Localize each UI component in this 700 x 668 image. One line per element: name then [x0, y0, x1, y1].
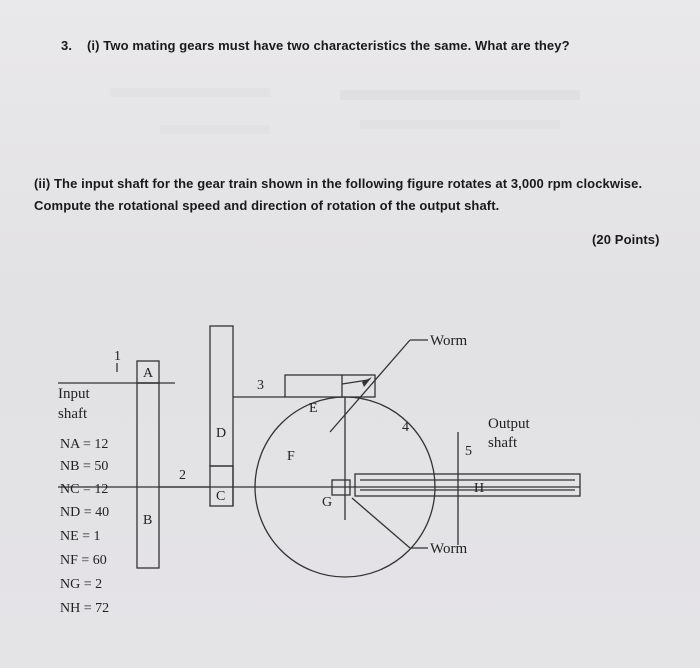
- teeth-count-list: [60, 437, 109, 616]
- gear-a-label: A: [143, 366, 154, 381]
- gear-e-label: E: [309, 401, 318, 416]
- teeth-count-item: NH = 72: [60, 601, 110, 616]
- gear-f-label: F: [287, 449, 295, 464]
- shaft-2-label: 2: [179, 468, 186, 483]
- input-label-2: shaft: [58, 406, 88, 422]
- question-part-i-text: (i) Two mating gears must have two characteristics the same. What are they?: [87, 38, 570, 53]
- shaft-5-label: 5: [465, 444, 472, 459]
- teeth-count-item: NF = 60: [60, 553, 107, 568]
- worm-bottom-leader: [352, 498, 410, 548]
- bleed-through-texture: [110, 88, 580, 134]
- teeth-count-item: NA = 12: [60, 437, 109, 452]
- shaft-4-label: 4: [402, 420, 409, 435]
- gear-c-label: C: [216, 489, 226, 504]
- gear-g-label: G: [322, 495, 333, 510]
- gear-h-label: H: [474, 481, 485, 496]
- output-label-1: Output: [488, 416, 530, 432]
- question-number: 3.: [61, 38, 73, 53]
- gear-b-shape: [137, 383, 159, 568]
- worm-top-label: Worm: [430, 333, 468, 349]
- shaft-3-label: 3: [257, 378, 264, 393]
- output-label-2: shaft: [488, 435, 518, 451]
- teeth-count-item: NG = 2: [60, 577, 103, 592]
- question-part-ii-line-1: (ii) The input shaft for the gear train shown in the following figure rotates at 3,000 rpm clockwise.: [34, 176, 643, 191]
- shaft-1-label: 1: [114, 349, 121, 364]
- points-label: (20 Points): [592, 232, 660, 247]
- question-part-ii-line-2: Compute the rotational speed and direction of rotation of the output shaft.: [34, 198, 500, 213]
- gear-e-shape: [285, 375, 375, 397]
- gear-b-label: B: [143, 513, 153, 528]
- teeth-count-item: NB = 50: [60, 459, 109, 474]
- input-label-1: Input: [58, 386, 90, 402]
- teeth-count-item: NE = 1: [60, 529, 101, 544]
- worm-bottom-label: Worm: [430, 541, 468, 557]
- gear-d-shape: [210, 326, 233, 466]
- teeth-count-item: NC = 12: [60, 482, 109, 497]
- teeth-count-item: ND = 40: [60, 505, 110, 520]
- gear-d-label: D: [216, 426, 227, 441]
- gear-h-shape: [355, 474, 580, 496]
